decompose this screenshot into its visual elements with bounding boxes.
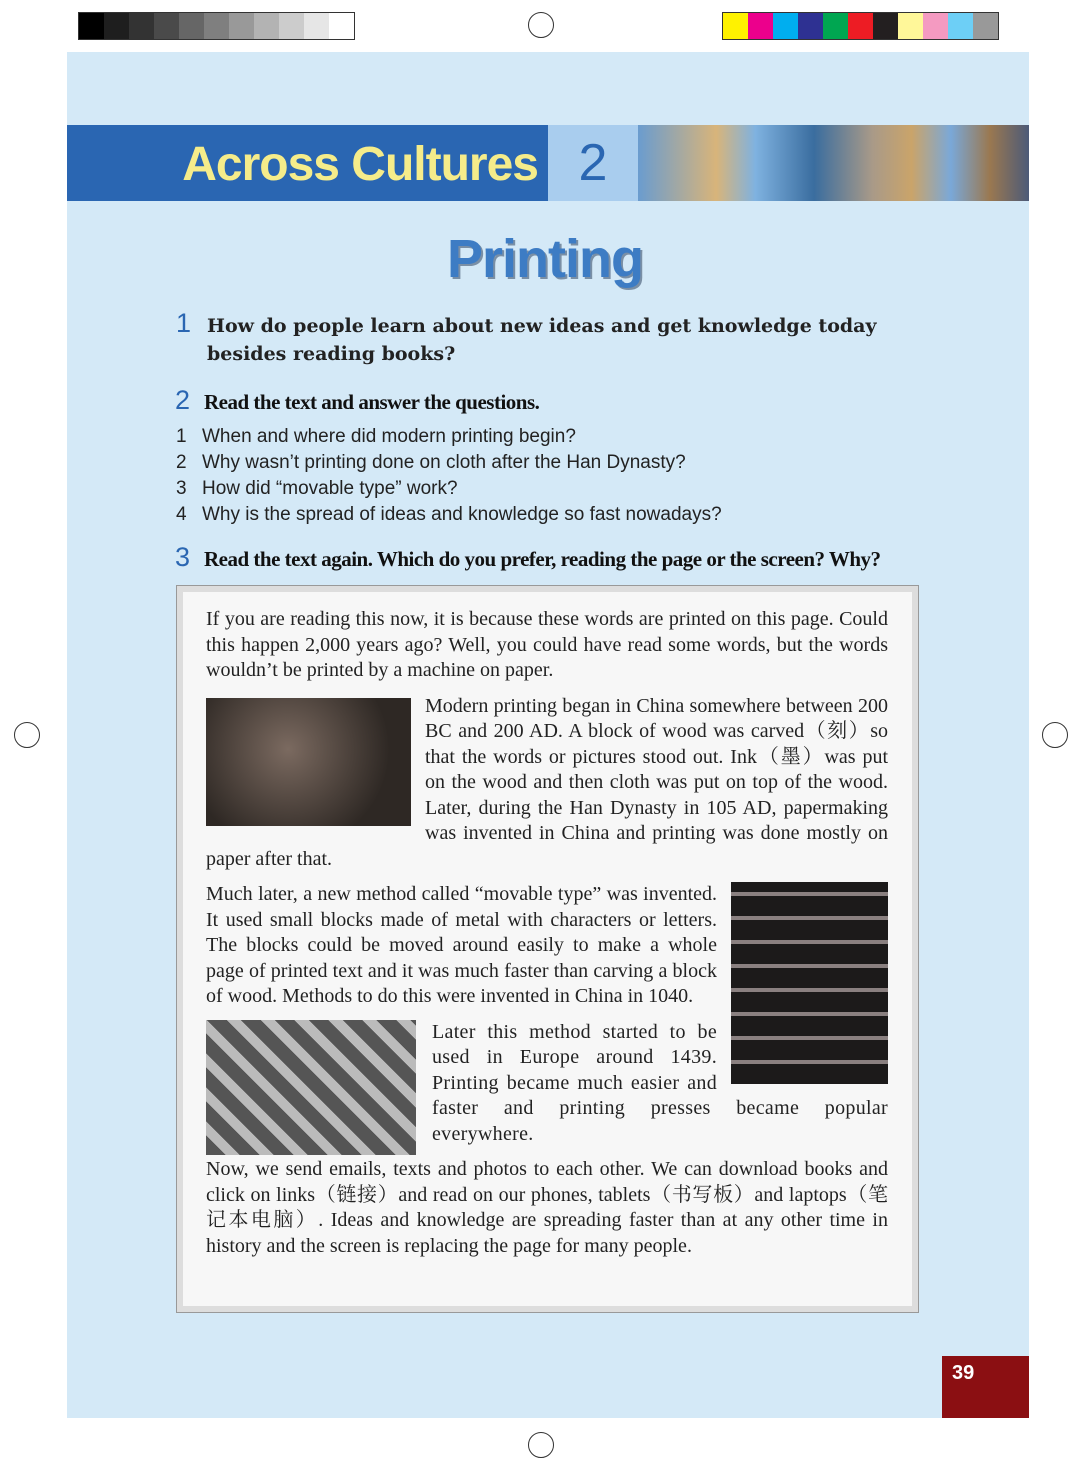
registration-mark-icon <box>528 12 554 38</box>
question-item: 2 Why wasn’t printing done on cloth after the Han Dynasty? <box>176 452 686 473</box>
unit-banner <box>67 125 548 201</box>
exercise-3-text: Read the text again. Which do you prefer, reading the page or the screen? Why? <box>204 547 881 571</box>
question-item: 3 How did “movable type” work? <box>176 478 458 499</box>
exercise-1-text: How do people learn about new ideas and get knowledge today besides reading books? <box>207 315 877 365</box>
color-bar <box>722 12 999 40</box>
question-item: 4 Why is the spread of ideas and knowledge so fast nowadays? <box>176 504 722 525</box>
paragraph-1: If you are reading this now, it is because these words are printed on this page. Could this happen 2,000 years ago? Well, you could have read some words, but the words wouldn’t be printed by a machine on paper. <box>206 608 888 681</box>
chinese-movable-type-photo <box>731 882 888 1084</box>
unit-title: Across Cultures <box>182 138 538 191</box>
registration-mark-icon <box>1042 722 1068 748</box>
paragraph-2: Modern printing began in China somewhere between 200 BC and 200 AD. A block of wood was carved（刻）so that the words or pictures stood out. Ink（墨）was put on the wood and then cloth was put on top of the wood. Later, during the Han Dynasty in 105 AD, papermaking was invented in China and printing was done mostly on paper after that. <box>206 694 888 870</box>
question-item: 1 When and where did modern printing begin? <box>176 426 576 447</box>
exercise-number: 1 <box>176 308 192 338</box>
grayscale-bar <box>78 12 355 40</box>
metal-letter-type-photo <box>206 1020 416 1155</box>
wood-block-type-photo <box>206 698 411 826</box>
lesson-title: Printing <box>447 229 643 289</box>
reading-text <box>206 607 888 1269</box>
landmarks-photo-strip <box>638 125 1029 201</box>
exercise-number: 3 <box>175 542 191 572</box>
page-number: 39 <box>942 1356 1029 1418</box>
exercise-2-text: Read the text and answer the questions. <box>204 390 540 414</box>
unit-number: 2 <box>548 125 638 201</box>
exercise-number: 2 <box>175 385 191 415</box>
registration-mark-icon <box>528 1432 554 1458</box>
registration-mark-icon <box>14 722 40 748</box>
paragraph-3: Much later, a new method called “movable type” was invented. It used small blocks made of metal with characters or letters. The blocks could be moved around easily to make a whole page of printed text and it was much faster than carving a block of wood. Methods to do this were invented in China in 1040. <box>206 883 717 1007</box>
paragraph-5: Now, we send emails, texts and photos to each other. We can download books and click on links（链接）and read on our phones, tablets（书写板）and laptops（笔记本电脑）. Ideas and knowledge are spreading faster than at any other time in history and the screen is replacing the page for many people. <box>206 1158 888 1257</box>
paragraph-4: Later this method started to be used in Europe around 1439. Printing became much easier and faster and printing presses became popular everywhere. <box>432 1020 888 1145</box>
question-list <box>176 424 722 528</box>
